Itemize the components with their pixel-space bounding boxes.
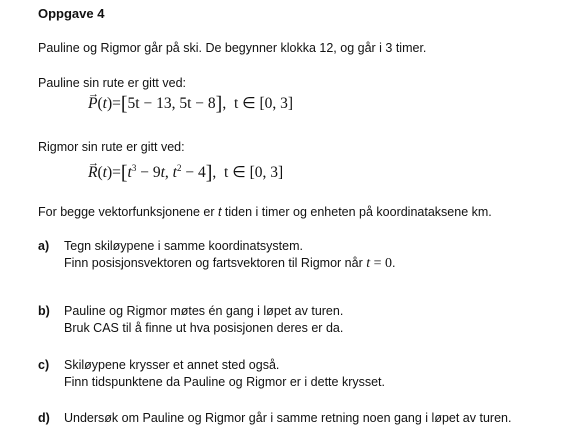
- right-bracket: ]: [215, 93, 223, 115]
- task-title: Oppgave 4: [38, 6, 105, 21]
- task-b-line2: Bruk CAS til å finne ut hva posisjonen deres er da.: [64, 321, 344, 335]
- task-a-label: a): [38, 239, 50, 253]
- task-a-text: Finn posisjonsvektoren og fartsvektoren til Rigmor når: [64, 256, 367, 270]
- task-d-label: d): [38, 411, 50, 425]
- rigmor-label: Rigmor sin rute er gitt ved:: [38, 140, 185, 154]
- task-d-line1: Undersøk om Pauline og Rigmor går i samme retning noen gang i løpet av turen.: [64, 411, 512, 425]
- pauline-vector-symbol: → P: [88, 96, 97, 112]
- rigmor-equation: → $R(t)=[t^3 - 9t$, $t^2 - 4$], t ∈ [0, 3]: [88, 160, 283, 181]
- units-var: t: [217, 205, 222, 219]
- pauline-arg: (t)=: [97, 95, 121, 112]
- units-text: [38, 204, 492, 220]
- task-b-line1: Pauline og Rigmor møtes én gang i løpet av turen.: [64, 304, 344, 318]
- units-post: tiden i timer og enheten på koordinataksene km.: [221, 205, 492, 219]
- task-b-label: b): [38, 304, 50, 318]
- task-a-end: .: [392, 256, 396, 270]
- task-a-line2: [64, 255, 396, 272]
- pauline-label: Pauline sin rute er gitt ved:: [38, 76, 186, 90]
- task-c-line1: Skiløypene krysser et annet sted også.: [64, 358, 280, 372]
- task-a-line1: Tegn skiløypene i samme koordinatsystem.: [64, 239, 303, 253]
- units-pre: For begge vektorfunksjonene er: [38, 205, 218, 219]
- left-bracket: [: [120, 162, 128, 185]
- rigmor-arg: (t)=: [97, 164, 121, 182]
- left-bracket: [: [120, 93, 128, 115]
- rigmor-vector-symbol: → R: [88, 165, 97, 181]
- rigmor-domain: t ∈ [0, 3]: [224, 164, 284, 182]
- intro-text: Pauline og Rigmor går på ski. De begynner klokka 12, og går i 3 timer.: [38, 41, 427, 55]
- pauline-domain: t ∈ [0, 3]: [233, 95, 294, 112]
- task-c-line2: Finn tidspunktene da Pauline og Rigmor er i dette krysset.: [64, 375, 386, 389]
- task-a-math: t = 0: [366, 256, 393, 271]
- task-c-label: c): [38, 358, 50, 372]
- pauline-equation: → P(t)=[5t − 13, 5t − 8], t ∈ [0, 3]: [88, 96, 293, 112]
- right-bracket: ]: [205, 162, 213, 185]
- pauline-expr: 5t − 13, 5t − 8: [127, 95, 216, 112]
